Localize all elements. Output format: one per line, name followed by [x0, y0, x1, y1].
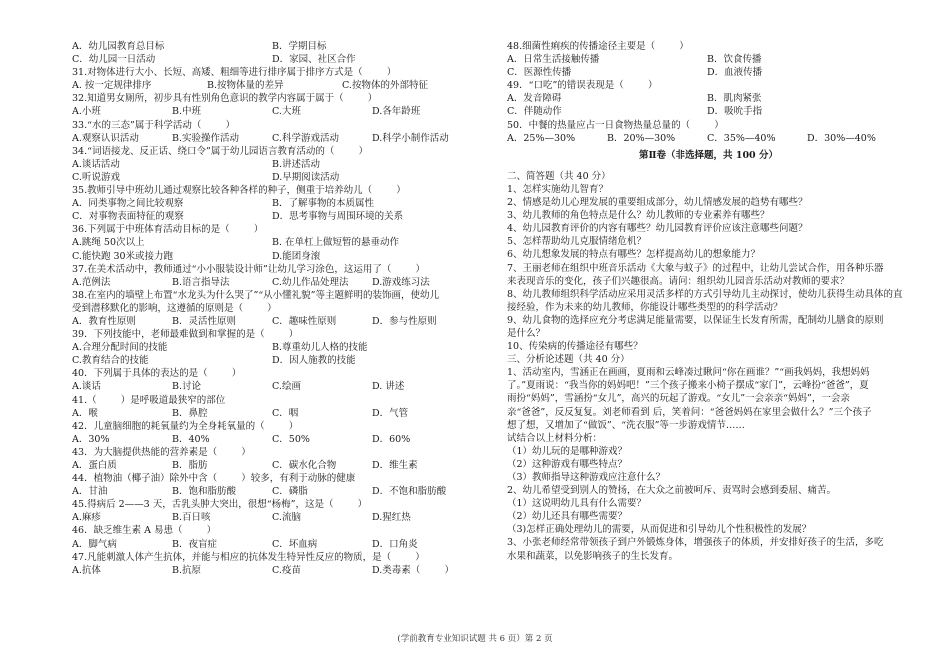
- option-text: B.百日咳: [172, 512, 211, 524]
- text-line: 2、情感是幼儿心理发展的重要组成部分，幼儿情感发展的趋势有哪些？: [507, 197, 808, 209]
- text-line: 3、幼儿教师的角色特点是什么？幼儿教师的专业素养有哪些？: [507, 210, 770, 222]
- options-row: [72, 380, 480, 393]
- option-text: D．口角炎: [372, 538, 418, 550]
- text-line: 48.细菌性痢疾的传播途径主要是（ ）: [507, 41, 689, 52]
- option-text: B.讲述活动: [272, 158, 321, 170]
- option-text: C.教育结合的技能: [72, 355, 149, 367]
- option-text: A．发音障碍: [507, 93, 562, 105]
- text-line: （3）教师指导这种游戏应注意什么？: [507, 472, 666, 483]
- option-text: A．日常生活接触传播: [507, 54, 600, 66]
- text-line: 7、王丽老师在组织中班音乐活动《大象与蚊子》的过程中，让幼儿尝试合作，用各种乐器: [507, 262, 884, 274]
- option-text: B.语言指导法: [172, 276, 230, 288]
- option-text: C.幼儿作品处理法: [272, 276, 349, 288]
- text-line: 试结合以上材料分析：: [507, 432, 603, 444]
- option-text: D．不饱和脂肪酸: [372, 486, 447, 498]
- option-text: D．吸吮手指: [707, 106, 763, 118]
- options-row: [72, 511, 480, 524]
- options-row: [72, 354, 480, 367]
- options-row: [72, 407, 480, 420]
- text-line: （1）幼儿玩的是哪种游戏？: [507, 445, 628, 457]
- option-text: A.谈话活动: [72, 158, 120, 170]
- option-text: C．50%: [272, 433, 310, 445]
- text-line: 43．为大脑提供热能的营养素是（ ）: [72, 446, 251, 458]
- text-line: （3)怎样正确处理幼儿的需要，从而促进和引导幼儿个性积极性的发展？: [507, 524, 812, 536]
- option-text: D.能团身滚: [272, 250, 321, 262]
- option-text: B.中班: [172, 106, 202, 118]
- text-line: 41.（ ）是呼吸道最狭窄的部位: [72, 394, 226, 406]
- option-text: D．参与性原则: [372, 315, 437, 327]
- option-text: D. 讲述: [372, 381, 405, 393]
- option-text: C.按物体的外部特征: [342, 80, 428, 92]
- text-line: 36.下列属于中班体育活动目标的是（ ）: [72, 224, 264, 236]
- left-column: [72, 40, 480, 577]
- option-text: C.能快跑 30米或接力跑: [72, 250, 174, 262]
- text-line: 受到潜移默化的影响，这遵循的原则是（ ）: [72, 302, 277, 314]
- text-line: （2）幼儿还具有哪些需要？: [507, 511, 628, 523]
- text-line: 50．中餐的热量应占一日食物热量总量的（ ）: [507, 119, 724, 131]
- option-text: B．灵活性原则: [172, 315, 236, 327]
- text-line: 40．下列属于具体的表达的是（ ）: [72, 368, 242, 380]
- option-text: A．25%—30%: [507, 132, 576, 144]
- text-line: 33.“水的三态”属于科学活动（ ）: [72, 119, 235, 131]
- option-text: B．饱和脂肪酸: [172, 486, 236, 498]
- option-text: C.疫苗: [272, 564, 301, 576]
- text-line: 6、幼儿想象发展的特点有哪些？怎样提高幼儿的想象能力？: [507, 249, 761, 261]
- text-line: 水果和蔬菜，以免影响孩子的生长发育。: [507, 550, 679, 562]
- option-text: B.按物体量的差异: [207, 80, 284, 92]
- text-line: 1、怎样实施幼儿智育？: [507, 183, 609, 195]
- text-line: 34.“词语接龙、反正话、绕口令”属于幼儿园语言教育活动的（ ）: [72, 145, 368, 157]
- option-text: D．家园、社区合作: [272, 54, 356, 66]
- option-text: B．了解事物的本质属性: [272, 198, 374, 210]
- text-line: 亲“爸爸”，反反复复。刘老师看到 后，笑着问：“爸爸妈妈在家里会做什么？”三个孩子: [507, 406, 872, 418]
- options-row: [72, 459, 480, 472]
- options-row: [72, 341, 480, 354]
- text-line: 2、幼儿希望受到别人的赞扬，在大众之前被呵斥、责骂时会感到委屈、痛苦。: [507, 485, 837, 497]
- option-text: C．35%—40%: [707, 132, 776, 144]
- text-line: 46．缺乏维生素 A 易患（ ）: [72, 525, 217, 537]
- option-text: D．思考事物与周围环境的关系: [272, 211, 404, 223]
- option-text: C．碳水化合物: [272, 460, 337, 471]
- option-text: D.类毒素（ ）: [372, 564, 454, 576]
- options-row: [507, 105, 910, 118]
- options-row: [72, 564, 480, 577]
- option-text: B．学期目标: [272, 41, 327, 52]
- options-row: [72, 236, 480, 249]
- options-row: [72, 250, 480, 263]
- option-text: B. 在单杠上做短暂的悬垂动作: [272, 237, 400, 249]
- option-text: B．夜盲症: [172, 538, 217, 550]
- option-text: D.游戏练习法: [372, 276, 430, 288]
- option-text: B.尊重幼儿人格的技能: [272, 342, 368, 354]
- option-text: D．30%—40%: [807, 132, 876, 144]
- option-text: B．鼻腔: [172, 407, 208, 419]
- option-text: C.绘画: [272, 381, 301, 393]
- option-text: C．幼儿园一日活动: [72, 54, 156, 66]
- options-row: [72, 40, 480, 53]
- option-text: D.科学小制作活动: [372, 132, 449, 144]
- option-text: A.麻疹: [72, 512, 101, 524]
- option-text: A.合理分配时间的技能: [72, 342, 168, 354]
- text-line: 三、分析论述题（共 40 分）: [507, 354, 630, 366]
- option-text: D．因人施教的技能: [272, 355, 356, 367]
- option-text: D.猩红热: [372, 512, 411, 524]
- text-line: 9、幼儿食物的选择应充分考虑满足能量需要，以保证生长发育所需，配制幼儿膳食的原则: [507, 314, 884, 326]
- option-text: B．肌肉紧张: [707, 93, 762, 105]
- options-row: [72, 433, 480, 446]
- options-row: [72, 132, 480, 145]
- option-text: D．60%: [372, 433, 411, 445]
- options-row: [72, 485, 480, 498]
- option-text: A．蛋白质: [72, 460, 117, 471]
- options-row: [72, 105, 480, 118]
- option-text: A.范例法: [72, 276, 111, 288]
- text-line: 是什么？: [507, 327, 546, 339]
- non-choice-section: [507, 170, 910, 563]
- option-text: B．脂肪: [172, 460, 208, 471]
- page-footer: (学前教育专业知识试题 共 6 页）第 2 页: [397, 634, 553, 644]
- option-text: D.早期阅读活动: [272, 171, 340, 183]
- option-text: A．甘油: [72, 486, 108, 498]
- option-text: A．教育性原则: [72, 315, 136, 327]
- option-text: C．趣味性原则: [272, 315, 337, 327]
- option-text: A.抗体: [72, 564, 101, 576]
- text-line: 31.对物体进行大小、长短、高矮、粗细等进行排序属于排序方式是（ ）: [72, 67, 397, 79]
- option-text: A．幼儿园教育总目标: [72, 41, 165, 52]
- text-line: 44．植物油（椰子油）除外中含（ ）较多，有利于动脉的健康: [72, 473, 356, 485]
- text-line: 45.得病后 2——3 天，舌乳头肿大突出，很想“杨梅”，这是（ ）: [72, 499, 368, 511]
- text-line: 49．“口吃”的错误表现是（ ）: [507, 80, 658, 92]
- text-line: 8、幼儿教师组织科学活动应采用灵活多样的方式引导幼儿主动探讨，使幼儿获得生动具体的直: [507, 288, 903, 300]
- options-row: [72, 538, 480, 551]
- text-line: 3、小张老师经常带领孩子到户外锻炼身体，增强孩子的体质，并安排好孩子的生活，多吃: [507, 537, 884, 549]
- text-line: 39．下列技能中，老师最难做到和掌握的是（ ）: [72, 329, 299, 341]
- option-text: A.观察认识活动: [72, 132, 139, 144]
- text-line: 来表现音乐的变化，孩子们兴趣很高。请问：组织幼儿园音乐活动对教师的要求？: [507, 275, 850, 287]
- option-text: C．伴随动作: [507, 106, 562, 118]
- options-row: [72, 79, 480, 92]
- option-text: C．对事物表面特征的观察: [72, 211, 184, 223]
- options-row: [72, 276, 480, 289]
- right-column: [507, 40, 910, 563]
- option-text: B．20%—30%: [607, 132, 676, 144]
- text-line: 1、活动室内，雪涵正在画画，夏雨和云峰凑过瞅问“你在画谁？”“画我妈妈，我想妈妈: [507, 367, 870, 379]
- options-row: [72, 210, 480, 223]
- option-text: C.大班: [272, 106, 301, 118]
- text-line: 了。”夏雨说：“我当你的妈妈吧！”三个孩子搬来小椅子摆成“家门”，云峰扮“爸爸”，夏: [507, 380, 869, 392]
- options-row: [72, 315, 480, 328]
- option-text: B．饮食传播: [707, 54, 762, 66]
- option-text: C.流脑: [272, 512, 301, 524]
- text-line: 想了想，又增加了“做饭”、“洗衣服”等一步游戏情节……: [507, 419, 745, 431]
- option-text: A. 按一定规律排序: [72, 80, 152, 92]
- option-text: C．咽: [272, 407, 299, 419]
- options-row: [507, 53, 910, 66]
- option-text: B.讨论: [172, 381, 202, 393]
- option-text: C.听说游戏: [72, 171, 120, 183]
- option-text: A.跳绳 50次以上: [72, 237, 145, 249]
- text-line: （1）这说明幼儿具有什么需要？: [507, 498, 647, 510]
- text-line: 38.在室内的墙壁上布置“水龙头为什么哭了”“从小懂礼貌”等主题鲜明的装饰画，使幼儿: [72, 289, 440, 301]
- text-line: 32.知道男女厕所，初步具有性别角色意识的教学内容属于属于（ ）: [72, 93, 378, 105]
- options-row: [507, 66, 910, 79]
- text-line: 42．儿童脑细胞的耗氧量约为全身耗氧量的（ ）: [72, 420, 299, 432]
- options-row: [507, 92, 910, 105]
- multiple-choice-section: [507, 40, 910, 145]
- text-line: 4、幼儿园教育评价的内容有哪些？幼儿园教育评价应该注意哪些问题？: [507, 223, 808, 235]
- option-text: D．气管: [372, 407, 409, 419]
- option-text: A.谈话: [72, 381, 101, 393]
- option-text: A.小班: [72, 106, 101, 118]
- options-row: [72, 158, 480, 171]
- option-text: D.各年龄班: [372, 106, 421, 118]
- text-line: 二、简答题（共 40 分）: [507, 170, 611, 182]
- option-text: D．血液传播: [707, 67, 763, 79]
- option-text: C.科学游戏活动: [272, 132, 339, 144]
- option-text: A．30%: [72, 433, 110, 445]
- option-text: A．脚气病: [72, 538, 117, 550]
- options-row: [507, 132, 910, 145]
- option-text: B．40%: [172, 433, 210, 445]
- option-text: B.实验操作活动: [172, 132, 240, 144]
- options-row: [72, 53, 480, 66]
- section-title: 第Ⅱ卷（非选择题，共 100 分）: [639, 149, 778, 161]
- option-text: D．维生素: [372, 460, 418, 471]
- option-text: A．同类事物之间比较观察: [72, 198, 184, 210]
- text-line: 接经验，作为未来的幼儿教师，你能设计哪些类型的的科学活动？: [507, 301, 783, 313]
- text-line: 35.教师引导中班幼儿通过观察比较各种各样的种子，侧重于培养幼儿（ ）: [72, 185, 406, 197]
- option-text: C．医源性传播: [507, 67, 572, 79]
- text-line: 37.在美术活动中，教师通过“小小服装设计师”让幼儿学习涂色，这运用了（ ）: [72, 263, 425, 275]
- text-line: 47.凡能刺激人体产生抗体，并能与相应的抗体发生特异性反应的物质，是（ ）: [72, 551, 425, 563]
- text-line: 5、怎样帮助幼儿克服情绪危机？: [507, 236, 647, 248]
- option-text: C．磷脂: [272, 486, 308, 498]
- text-line: 雨扮“妈妈”，雪涵扮“女儿”，高兴的玩起了游戏。“女儿”一会亲亲“妈妈”，一会亲: [507, 393, 850, 405]
- options-row: [72, 197, 480, 210]
- options-row: [72, 171, 480, 184]
- option-text: C．坏血病: [272, 538, 318, 550]
- option-text: A．喉: [72, 407, 98, 419]
- text-line: （2）这种游戏有哪些特点？: [507, 458, 628, 470]
- text-line: 10、传染病的传播途径有哪些？: [507, 341, 643, 353]
- option-text: B.抗原: [172, 564, 202, 576]
